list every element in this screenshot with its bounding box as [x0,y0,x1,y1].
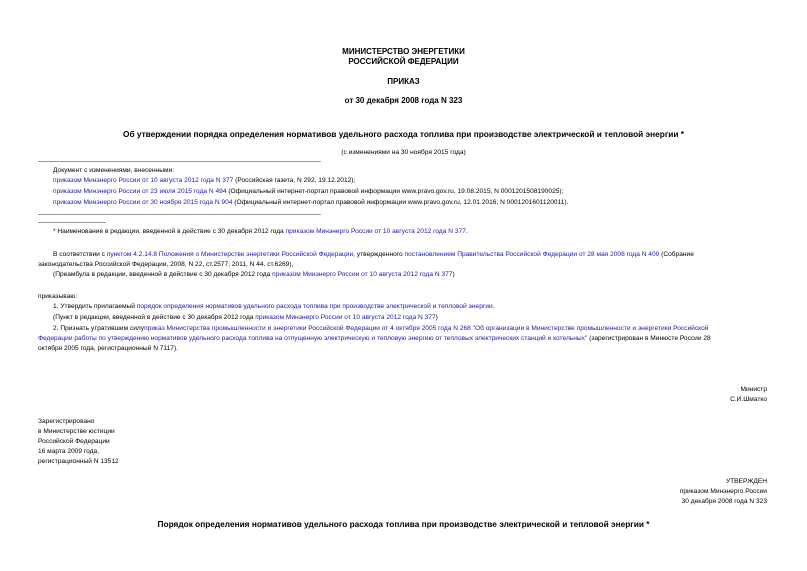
government-decree-link[interactable]: постановлением Правительства Российской Федерации от 28 мая 2008 года N 400 [404,251,660,258]
order-item-2-line-2: Федерации работы по утверждению нормативов удельного расхода топлива на отпущенную электрическую и тепловую энергию от тепловых электрических станций и котельных" (зарегистрирован в Минюсте России 28 [38,335,711,342]
divider-bottom [38,214,321,215]
minister-name: С.И.Шматко [730,396,767,403]
order-item-1: 1. Утвердить прилагаемый порядок определения нормативов удельного расхода топлива при производстве электрической и тепловой энергии. [53,303,495,310]
approval-line: 30 декабря 2008 года N 323 [681,498,767,505]
change-link[interactable]: приказом Минэнерго России от 10 августа 2012 года N 377 [53,177,234,184]
order-item-2-line-3: октября 2005 года, регистрационный N 7117). [38,345,178,352]
change-link[interactable]: приказом Минэнерго России от 23 июля 2015 года N 494 [53,188,227,195]
document-title: Об утверждении порядка определения нормативов удельного расхода топлива при производстве электрической и тепловой энергии * [122,129,685,139]
repealed-order-link[interactable]: приказ Министерства промышленности и энергетики Российской Федерации от 4 октября 2005 года N 268 "Об организации в Министерстве промышленности и энергетики Российской [144,325,709,332]
order-word: ПРИКАЗ [387,77,420,86]
divider-top [38,161,321,162]
approval-line: УТВЕРЖДЕН [725,478,767,485]
footnote-divider [38,222,106,223]
preamble-line-1: В соответствии с пунктом 4.2.14.8 Положения о Министерстве энергетики Российской Федерации, утвержденного постановлением Правительства Российской Федерации от 28 мая 2008 года N 400 (Собрание [53,251,694,258]
registration-line: в Министерстве юстиции [38,428,115,435]
repealed-order-link-cont[interactable]: Федерации работы по утверждению нормативов удельного расхода топлива на отпущенную электрическую и тепловую энергию от тепловых электрических станций и котельных" [38,335,588,342]
procedure-title: Порядок определения нормативов удельного расхода топлива при производстве электрической и тепловой энергии * [157,519,650,529]
registration-line: Российской Федерации [38,438,110,445]
minister-position: Министр [740,386,767,393]
registration-line: регистрационный N 13512 [38,458,119,465]
registration-line: 16 марта 2009 года, [38,448,99,455]
preamble-line-2: законодательства Российской Федерации, 2008, N 22, ст.2577; 2011, N 44, ст.6269), [38,261,294,268]
registration-line: Зарегистрировано [38,418,95,425]
footnote-link[interactable]: приказом Минэнерго России от 10 августа 2012 года N 377 [285,228,466,235]
amendments-note: (с изменениями на 30 ноября 2015 года) [341,149,466,156]
procedure-link[interactable]: порядок определения нормативов удельного расхода топлива при производстве электрической и тепловой энергии [136,303,493,310]
order-item-2: 2. Признать утратившим силуприказ Министерства промышленности и энергетики Российской Федерации от 4 октября 2005 года N 268 "Об организации в Министерстве промышленности и энергетики Российской [53,325,709,332]
regulation-link[interactable]: пунктом 4.2.14.8 Положения о Министерстве энергетики Российской Федерации [106,251,354,258]
change-link[interactable]: приказом Минэнерго России от 30 ноября 2015 года N 904 [53,199,233,206]
footnote: * Наименование в редакции, введенной в действие с 30 декабря 2012 года приказом Минэнерго России от 10 августа 2012 года N 377. [53,228,468,235]
change-item: приказом Минэнерго России от 10 августа 2012 года N 377 (Российская газета, N 292, 19.12.2012); [53,177,356,184]
approval-line: приказом Минэнерго России [679,488,767,495]
preamble-note: (Преамбула в редакции, введенной в действие с 30 декабря 2012 года приказом Минэнерго России от 10 августа 2012 года N 377) [53,271,455,278]
ministry-line-2: РОССИЙСКОЙ ФЕДЕРАЦИИ [348,57,459,66]
prikazyvayu: приказываю: [38,293,78,300]
order-item-1-note: (Пункт в редакции, введенной в действие с 30 декабря 2012 года приказом Минэнерго России от 10 августа 2012 года N 377) [53,314,438,321]
changes-intro: Документ с изменениями, внесенными: [53,167,175,174]
item1-note-link[interactable]: приказом Минэнерго России от 10 августа 2012 года N 377 [255,314,436,321]
order-date: от 30 декабря 2008 года N 323 [344,96,463,105]
change-item: приказом Минэнерго России от 30 ноября 2015 года N 904 (Официальный интернет-портал правовой информации www.pravo.gov.ru, 12.01.2016, N 0001201601120011). [53,199,569,206]
ministry-line-1: МИНИСТЕРСТВО ЭНЕРГЕТИКИ [342,47,465,56]
change-item: приказом Минэнерго России от 23 июля 2015 года N 494 (Официальный интернет-портал правовой информации www.pravo.gov.ru, 19.08.2015, N 0001201508190025); [53,188,564,195]
preamble-note-link[interactable]: приказом Минэнерго России от 10 августа 2012 года N 377 [272,271,453,278]
